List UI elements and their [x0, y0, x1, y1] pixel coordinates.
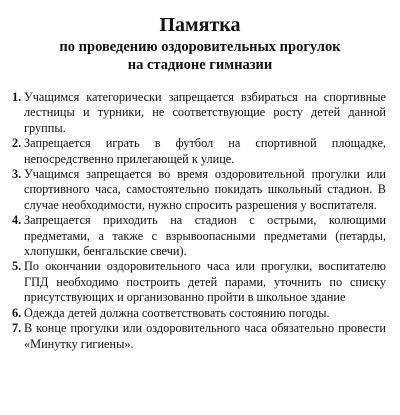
rules-list: [12, 90, 386, 352]
subtitle-line-2: на стадионе гимназии: [127, 57, 273, 73]
page-title: Памятка: [159, 14, 241, 36]
rule-number: 1.: [12, 90, 22, 104]
page-subtitle: [0, 38, 400, 74]
rule-item-1: [12, 90, 386, 136]
rule-item-3: [12, 167, 386, 213]
subtitle-line-1: по проведению оздоровительных прогулок: [59, 39, 341, 55]
rule-number: 2.: [12, 136, 22, 151]
rule-text: В конце прогулки или оздоровительного часа обязательно провести «Минутку гигиены».: [24, 321, 386, 351]
rule-text: По окончании оздоровительного часа или прогулки, воспитателю ГПД необходимо построить детей парами, уточнить по списку присутствующих и организованно пройти в школьное здание: [24, 259, 386, 305]
rule-number: 3.: [12, 167, 22, 182]
rule-item-6: [12, 306, 386, 321]
rule-text: Учащимся запрещается во время оздоровительной прогулки или спортивного часа, самостоятельно покидать школьный стадион. В случае необходимости, нужно спросить разрешения у воспитателя.: [24, 167, 386, 212]
rule-number: 5.: [12, 259, 22, 274]
rule-text: Запрещается играть в футбол на спортивной площадке, непосредственно прилегающей к улице.: [24, 136, 386, 166]
rule-number: 4.: [12, 213, 22, 228]
rule-number: 6.: [12, 305, 22, 320]
rule-text: Учащимся категорически запрещается взбираться на спортивные лестницы и турники, не соответствующие росту детей данной группы.: [24, 90, 386, 135]
rule-number: 7.: [12, 321, 22, 336]
rule-text: Запрещается приходить на стадион с острыми, колющими предметами, а также с взрывоопасными предметами (петарды, хлопушки, бенгальские свечи).: [24, 213, 386, 259]
rule-text: Одежда детей должна соответствовать состоянию погоды.: [24, 305, 330, 320]
rule-item-7: [12, 321, 386, 352]
rule-item-4: [12, 213, 386, 259]
rule-item-5: [12, 259, 386, 305]
rule-item-2: [12, 136, 386, 167]
